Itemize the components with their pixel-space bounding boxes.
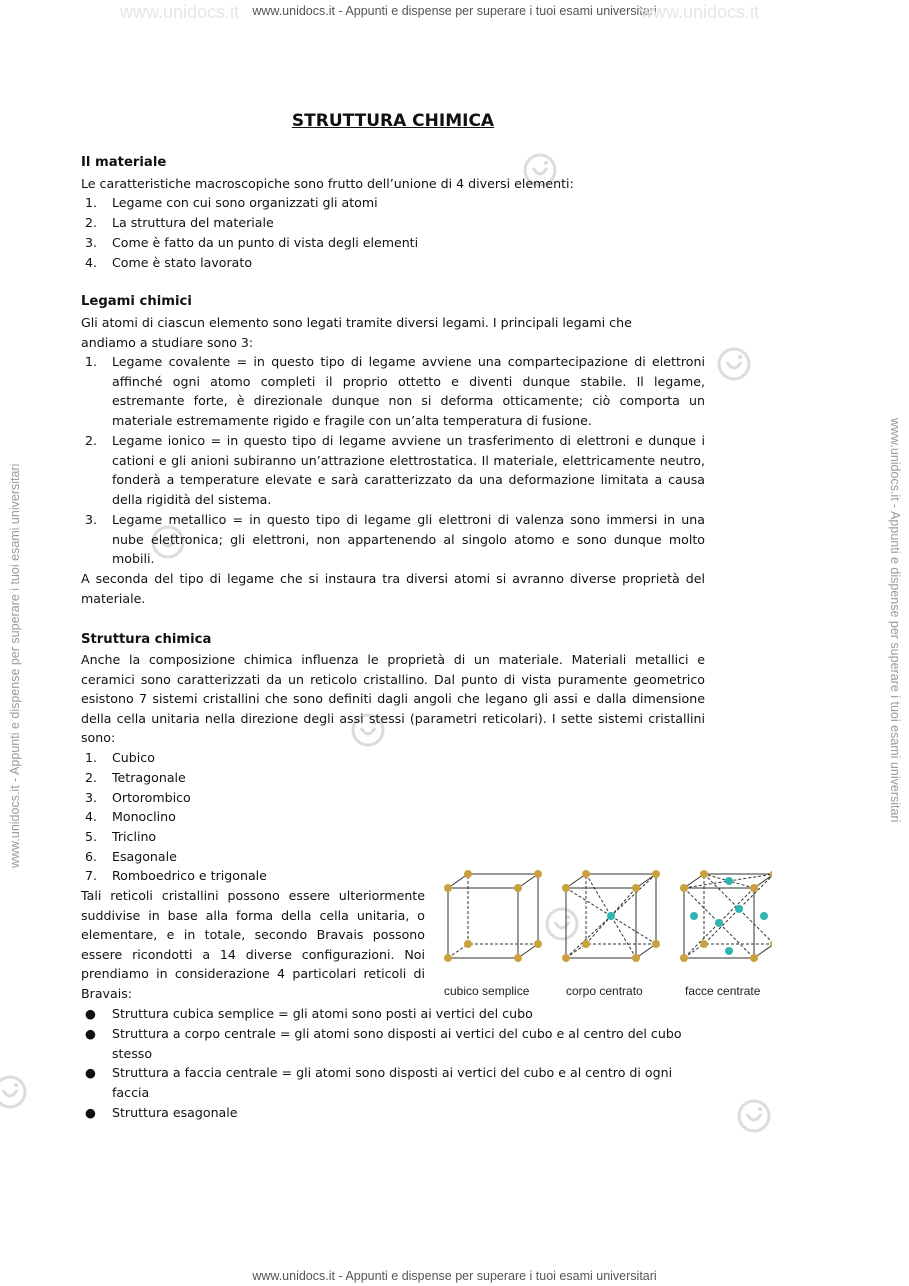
list-text: Tetragonale bbox=[112, 770, 186, 785]
corner-atom bbox=[652, 870, 660, 878]
lattice-edge bbox=[611, 916, 636, 958]
bullet-icon: ● bbox=[85, 1026, 96, 1041]
corner-atom bbox=[700, 940, 708, 948]
list-text: Romboedrico e trigonale bbox=[112, 868, 267, 883]
face-center-atom bbox=[735, 905, 743, 913]
lattice-drawing bbox=[442, 862, 772, 982]
corner-atom bbox=[534, 870, 542, 878]
list-text: Come è stato lavorato bbox=[112, 255, 253, 270]
watermark-left: www.unidocs.it - Appunti e dispense per superare i tuoi esami universitari bbox=[8, 463, 22, 868]
caption-body-centered: corpo centrato bbox=[566, 984, 643, 998]
corner-atom bbox=[514, 884, 522, 892]
heading-legami: Legami chimici bbox=[81, 294, 192, 309]
list-number: 3. bbox=[85, 512, 98, 527]
bullet-icon: ● bbox=[85, 1006, 96, 1021]
face-center-atom bbox=[725, 947, 733, 955]
corner-atom bbox=[632, 884, 640, 892]
lattice-edge bbox=[611, 888, 636, 916]
list-number: 3. bbox=[85, 790, 98, 805]
list-text: Ortorombico bbox=[112, 790, 191, 805]
list-number: 2. bbox=[85, 770, 98, 785]
list-text: Struttura a faccia centrale = gli atomi sono disposti ai vertici del cubo e al centro di ogni faccia bbox=[112, 1065, 673, 1100]
lattice-edge bbox=[566, 888, 611, 916]
bullet-icon: ● bbox=[85, 1105, 96, 1120]
list-text: Monoclino bbox=[112, 809, 176, 824]
face-center-atom bbox=[760, 912, 768, 920]
list-text: Struttura a corpo centrale = gli atomi sono disposti ai vertici del cubo e al centro del cubo stesso bbox=[112, 1026, 682, 1061]
list-text: Legame covalente = in questo tipo di legame avviene una compartecipazione di elettroni affinché ogni atomo completi il proprio ottetto e diventi dunque stabile. Il legame, estremante forte, è direzionale dunque non si deforma otticamente; ciò comporta un materiale estremamente rigido e fragile con un’alta temperatura di fusione. bbox=[112, 354, 705, 428]
paragraph: andiamo a studiare sono 3: bbox=[81, 335, 254, 350]
corner-atom bbox=[632, 954, 640, 962]
lattice-edge bbox=[611, 874, 656, 916]
watermark-ghost: www.unidocs.it bbox=[120, 2, 240, 22]
unidocs-logo-icon bbox=[736, 1098, 772, 1134]
lattice-edge bbox=[586, 916, 611, 944]
corner-atom bbox=[582, 940, 590, 948]
list-number: 4. bbox=[85, 809, 98, 824]
corner-atom bbox=[444, 884, 452, 892]
corner-atom bbox=[464, 940, 472, 948]
watermark-bottom: www.unidocs.it - Appunti e dispense per superare i tuoi esami universitari bbox=[252, 1269, 657, 1283]
list-text: Triclino bbox=[112, 829, 157, 844]
unidocs-logo-icon bbox=[0, 1074, 28, 1110]
paragraph: Gli atomi di ciascun elemento sono legati tramite diversi legami. I principali legami che bbox=[81, 315, 632, 330]
corner-atom bbox=[680, 954, 688, 962]
paragraph: Le caratteristiche macroscopiche sono frutto dell’unione di 4 diversi elementi: bbox=[81, 176, 574, 191]
corner-atom bbox=[562, 954, 570, 962]
list-number: 3. bbox=[85, 235, 98, 250]
list-number: 1. bbox=[85, 750, 98, 765]
watermark-ghost: www.unidocs.it bbox=[640, 2, 760, 22]
face-center-atom bbox=[725, 877, 733, 885]
corner-atom bbox=[582, 870, 590, 878]
lattice-edge bbox=[566, 916, 611, 958]
crystal-lattice-figure bbox=[442, 862, 772, 1002]
corner-atom bbox=[444, 954, 452, 962]
corner-atom bbox=[562, 884, 570, 892]
corner-atom bbox=[680, 884, 688, 892]
lattice-edge bbox=[611, 916, 656, 944]
unidocs-logo-icon bbox=[716, 346, 752, 382]
list-text: Cubico bbox=[112, 750, 155, 765]
caption-face-centered: facce centrate bbox=[685, 984, 761, 998]
list-text: Struttura cubica semplice = gli atomi sono posti ai vertici del cubo bbox=[112, 1006, 533, 1021]
paragraph: A seconda del tipo di legame che si instaura tra diversi atomi si avranno diverse proprietà del materiale. bbox=[81, 571, 705, 606]
caption-simple-cubic: cubico semplice bbox=[444, 984, 530, 998]
paragraph: Anche la composizione chimica influenza le proprietà di un materiale. Materiali metallici e ceramici sono caratterizzati da un reticolo cristallino. Dal punto di vista puramente geometrico esistono 7 sistemi cristallini che sono definiti dagli angoli che legano gli assi e dalla dimensione della cella unitaria nella direzione degli assi stessi (parametri reticolari). I sette sistemi cristallini sono: bbox=[81, 652, 705, 746]
list-number: 2. bbox=[85, 433, 98, 448]
paragraph-bravais: Tali reticoli cristallini possono essere ulteriormente suddivise in base alla forma della cella unitaria, o elementare, e in totale, secondo Bravais possono essere ricondotti a 14 diverse configurazioni. Noi prendiamo in considerazione 4 particolari reticoli di Bravais: bbox=[81, 888, 425, 1001]
list-text: Struttura esagonale bbox=[112, 1105, 238, 1120]
heading-materiale: Il materiale bbox=[81, 155, 167, 170]
list-text: Legame ionico = in questo tipo di legame avviene un trasferimento di elettroni e dunque i cationi e gli anioni subiranno un’attrazione elettrostatica. Il materiale, elettricamente neutro, fonderà a temperature elevate e sarà caratterizzato da una deformazione limitata a causa della rigidità del sistema. bbox=[112, 433, 705, 507]
list-number: 1. bbox=[85, 195, 98, 210]
page-title: STRUTTURA CHIMICA bbox=[291, 111, 495, 131]
bullet-icon: ● bbox=[85, 1065, 96, 1080]
lattice-edge bbox=[586, 874, 611, 916]
face-center-atom bbox=[715, 919, 723, 927]
face-center-atom bbox=[690, 912, 698, 920]
watermark-right: www.unidocs.it - Appunti e dispense per superare i tuoi esami universitari bbox=[888, 418, 902, 823]
list-text: Esagonale bbox=[112, 849, 177, 864]
corner-atom bbox=[750, 884, 758, 892]
corner-atom bbox=[464, 870, 472, 878]
heading-struttura: Struttura chimica bbox=[81, 632, 212, 647]
watermark-top: www.unidocs.it - Appunti e dispense per superare i tuoi esami universitari bbox=[252, 4, 657, 18]
corner-atom bbox=[514, 954, 522, 962]
corner-atom bbox=[652, 940, 660, 948]
list-text: La struttura del materiale bbox=[112, 215, 274, 230]
list-number: 1. bbox=[85, 354, 98, 369]
corner-atom bbox=[534, 940, 542, 948]
list-number: 7. bbox=[85, 868, 98, 883]
list-number: 5. bbox=[85, 829, 98, 844]
list-number: 4. bbox=[85, 255, 98, 270]
list-text: Legame con cui sono organizzati gli atomi bbox=[112, 195, 378, 210]
body-center-atom bbox=[607, 912, 615, 920]
list-number: 2. bbox=[85, 215, 98, 230]
corner-atom bbox=[700, 870, 708, 878]
corner-atom bbox=[750, 954, 758, 962]
list-number: 6. bbox=[85, 849, 98, 864]
list-text: Come è fatto da un punto di vista degli elementi bbox=[112, 235, 419, 250]
list-text: Legame metallico = in questo tipo di legame gli elettroni di valenza sono immersi in una nube elettronica; gli elettroni, non appartenendo al singolo atomo e sono dunque molto mobili. bbox=[112, 512, 705, 567]
